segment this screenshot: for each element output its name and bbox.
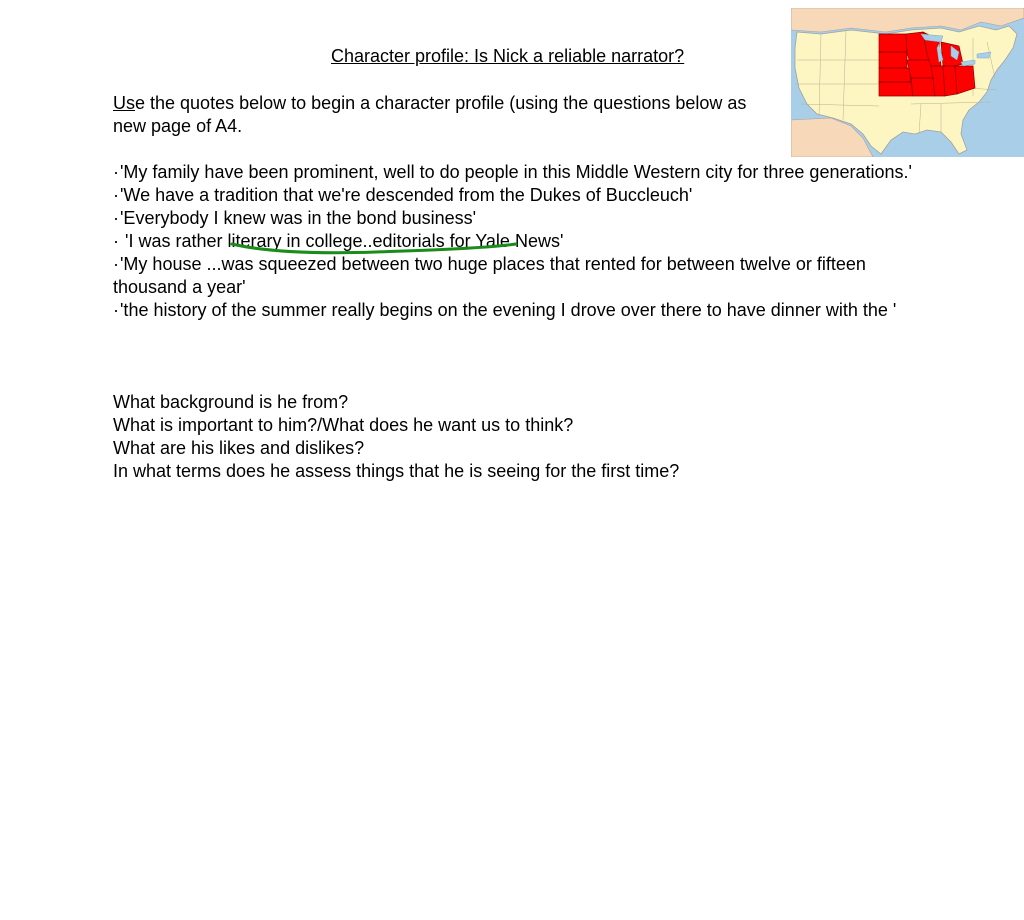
page-title: Character profile: Is Nick a reliable narrator? — [331, 46, 685, 66]
quote-text: 'My house ...was squeezed between two huge places that rented for between twelve or fifteen thousand a year' — [113, 254, 866, 297]
question-list — [113, 391, 933, 483]
quote-text: 'We have a tradition that we're descended from the Dukes of Buccleuch' — [120, 185, 693, 205]
question-item: What are his likes and dislikes? — [113, 438, 365, 458]
intro-line-2: new page of A4. — [113, 116, 243, 136]
quote-item — [113, 299, 933, 322]
bullet: · — [113, 231, 119, 251]
quote-item — [113, 230, 933, 253]
intro-line-1 — [113, 92, 803, 115]
quote-text: 'Everybody I knew was in the bond business' — [120, 208, 477, 228]
quote-list — [113, 161, 933, 322]
intro-rest: e the quotes below to begin a character profile (using the questions below as — [135, 93, 747, 113]
question-item: What background is he from? — [113, 392, 349, 412]
us-midwest-map-icon — [791, 8, 1024, 157]
intro-text — [113, 92, 803, 138]
quote-item — [113, 184, 933, 207]
bullet: · — [113, 162, 119, 182]
bullet: · — [113, 185, 119, 205]
quote-text: 'My family have been prominent, well to do people in this Middle Western city for three generations.' — [120, 162, 912, 182]
bullet: · — [113, 300, 119, 320]
quote-text: 'I was rather literary in college..editorials for Yale News' — [120, 231, 564, 251]
quote-item — [113, 207, 933, 230]
question-item: What is important to him?/What does he want us to think? — [113, 415, 574, 435]
bullet: · — [113, 208, 119, 228]
bullet: · — [113, 254, 119, 274]
question-item: In what terms does he assess things that he is seeing for the first time? — [113, 461, 680, 481]
quote-item — [113, 161, 933, 184]
quote-text: 'the history of the summer really begins on the evening I drove over there to have dinner with the ' — [120, 300, 897, 320]
intro-underlined: Us — [113, 93, 135, 113]
quote-item — [113, 253, 933, 299]
